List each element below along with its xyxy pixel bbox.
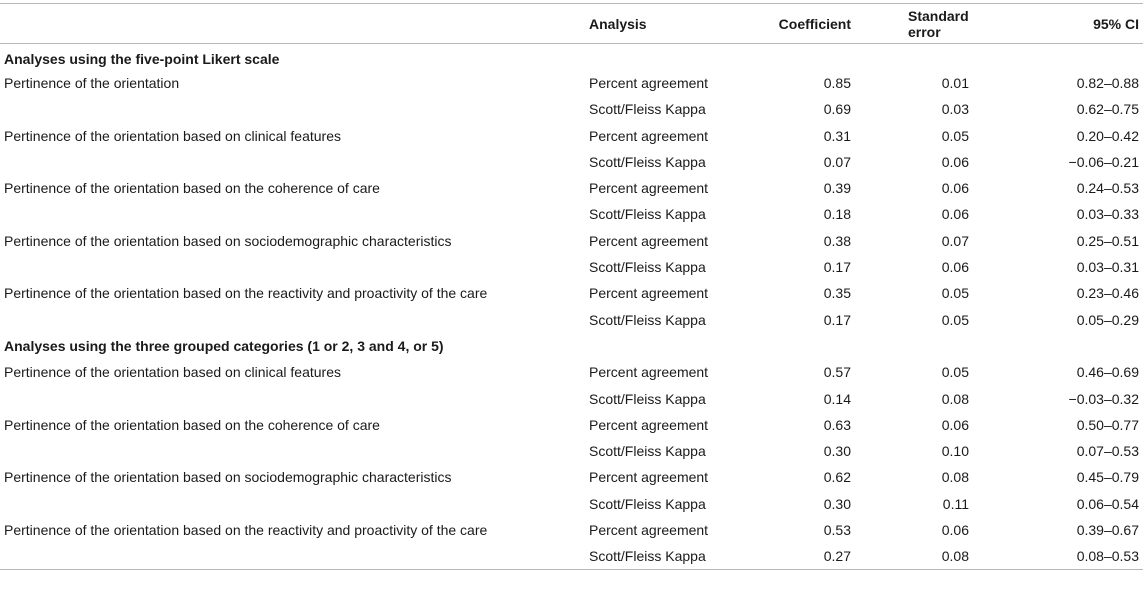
header-analysis: Analysis [587, 4, 757, 44]
header-ci: 95% CI [1023, 4, 1143, 44]
table-row [0, 517, 1143, 543]
row-analysis: Scott/Fleiss Kappa [589, 390, 706, 407]
row-analysis: Scott/Fleiss Kappa [589, 259, 706, 276]
row-coefficient: 0.30 [823, 443, 851, 460]
section-heading-row [0, 333, 1143, 359]
row-coefficient: 0.38 [823, 232, 851, 249]
table-row [0, 175, 1143, 201]
row-ci: 0.46–0.69 [1076, 364, 1139, 381]
table-header [0, 4, 1143, 44]
row-standard-error: 0.06 [941, 259, 969, 276]
table-row [0, 228, 1143, 254]
row-coefficient: 0.14 [823, 390, 851, 407]
row-standard-error: 0.05 [941, 364, 969, 381]
table-row [0, 491, 1143, 517]
section-heading-row [0, 44, 1143, 70]
section-title: Analyses using the three grouped categories (1 or 2, 3 and 4, or 5) [4, 337, 444, 354]
row-standard-error: 0.06 [941, 416, 969, 433]
row-label: Pertinence of the orientation [4, 74, 180, 91]
row-label [0, 149, 587, 175]
row-analysis: Scott/Fleiss Kappa [587, 543, 757, 569]
row-standard-error: 0.08 [880, 543, 1023, 569]
row-label [0, 491, 587, 517]
row-label [0, 306, 587, 332]
table-row [0, 96, 1143, 122]
row-label [0, 96, 587, 122]
row-ci: 0.24–0.53 [1076, 180, 1139, 197]
table-row [0, 385, 1143, 411]
row-standard-error: 0.03 [941, 101, 969, 118]
row-coefficient: 0.17 [823, 311, 851, 328]
row-analysis: Percent agreement [589, 74, 709, 91]
row-label: Pertinence of the orientation based on sociodemographic characteristics [4, 469, 452, 486]
table-row [0, 201, 1143, 227]
table-row [0, 543, 1143, 569]
row-analysis: Percent agreement [589, 521, 709, 538]
row-analysis: Scott/Fleiss Kappa [589, 101, 706, 118]
row-ci: 0.39–0.67 [1076, 521, 1139, 538]
row-standard-error: 0.10 [941, 443, 969, 460]
row-label: Pertinence of the orientation based on clinical features [4, 364, 341, 381]
row-standard-error: 0.01 [941, 74, 969, 91]
row-standard-error: 0.06 [941, 206, 969, 223]
row-standard-error: 0.06 [941, 180, 969, 197]
row-ci: 0.45–0.79 [1076, 469, 1139, 486]
row-standard-error: 0.06 [941, 153, 969, 170]
row-label: Pertinence of the orientation based on clinical features [4, 127, 341, 144]
row-analysis: Scott/Fleiss Kappa [589, 443, 706, 460]
row-label: Pertinence of the orientation based on the reactivity and proactivity of the care [4, 521, 488, 538]
row-coefficient: 0.18 [823, 206, 851, 223]
row-ci: 0.07–0.53 [1076, 443, 1139, 460]
row-label [0, 201, 587, 227]
row-label: Pertinence of the orientation based on the coherence of care [4, 416, 380, 433]
row-ci: 0.82–0.88 [1076, 74, 1139, 91]
row-standard-error: 0.07 [941, 232, 969, 249]
row-standard-error: 0.05 [941, 127, 969, 144]
table-row [0, 306, 1143, 332]
row-ci: 0.03–0.31 [1076, 259, 1139, 276]
row-label [0, 254, 587, 280]
row-standard-error: 0.08 [941, 390, 969, 407]
row-analysis: Percent agreement [589, 364, 709, 381]
row-ci: 0.25–0.51 [1076, 232, 1139, 249]
row-standard-error: 0.05 [941, 311, 969, 328]
table-row [0, 254, 1143, 280]
row-coefficient: 0.39 [823, 180, 851, 197]
row-ci: 0.08–0.53 [1023, 543, 1143, 569]
row-analysis: Percent agreement [589, 285, 709, 302]
table-container [0, 3, 1143, 595]
row-coefficient: 0.30 [823, 495, 851, 512]
row-label: Pertinence of the orientation based on the reactivity and proactivity of the care [4, 285, 488, 302]
row-ci: 0.62–0.75 [1076, 101, 1139, 118]
row-analysis: Percent agreement [589, 180, 709, 197]
row-coefficient: 0.27 [757, 543, 880, 569]
section-title: Analyses using the five-point Likert scale [4, 50, 280, 67]
header-label [0, 4, 587, 44]
row-ci: 0.03–0.33 [1076, 206, 1139, 223]
header-standard-error: Standard error [880, 4, 1023, 44]
row-coefficient: 0.69 [823, 101, 851, 118]
row-ci: −0.06–0.21 [1068, 153, 1139, 170]
row-analysis: Scott/Fleiss Kappa [589, 206, 706, 223]
row-analysis: Scott/Fleiss Kappa [589, 495, 706, 512]
row-standard-error: 0.08 [941, 469, 969, 486]
row-label: Pertinence of the orientation based on sociodemographic characteristics [4, 232, 452, 249]
agreement-table [0, 3, 1143, 570]
header-row [0, 4, 1143, 44]
table-row [0, 149, 1143, 175]
row-ci: 0.05–0.29 [1076, 311, 1139, 328]
row-ci: 0.20–0.42 [1076, 127, 1139, 144]
row-analysis: Percent agreement [589, 127, 709, 144]
table-row [0, 122, 1143, 148]
row-coefficient: 0.53 [823, 521, 851, 538]
row-coefficient: 0.62 [823, 469, 851, 486]
row-analysis: Percent agreement [589, 469, 709, 486]
row-analysis: Percent agreement [589, 416, 709, 433]
row-coefficient: 0.17 [823, 259, 851, 276]
table-row [0, 438, 1143, 464]
row-label [0, 438, 587, 464]
row-ci: 0.06–0.54 [1076, 495, 1139, 512]
table-row [0, 280, 1143, 306]
row-standard-error: 0.06 [941, 521, 969, 538]
row-coefficient: 0.57 [823, 364, 851, 381]
row-coefficient: 0.31 [823, 127, 851, 144]
row-label [0, 385, 587, 411]
table-row [0, 412, 1143, 438]
row-coefficient: 0.35 [823, 285, 851, 302]
row-coefficient: 0.63 [823, 416, 851, 433]
row-coefficient: 0.85 [823, 74, 851, 91]
table-body [0, 44, 1143, 570]
table-row [0, 464, 1143, 490]
row-label [0, 543, 587, 569]
row-label: Pertinence of the orientation based on the coherence of care [4, 180, 380, 197]
row-ci: −0.03–0.32 [1068, 390, 1139, 407]
header-coefficient: Coefficient [757, 4, 880, 44]
row-ci: 0.23–0.46 [1076, 285, 1139, 302]
row-analysis: Percent agreement [589, 232, 709, 249]
row-coefficient: 0.07 [823, 153, 851, 170]
table-row [0, 70, 1143, 96]
row-ci: 0.50–0.77 [1076, 416, 1139, 433]
row-analysis: Scott/Fleiss Kappa [589, 311, 706, 328]
table-row [0, 359, 1143, 385]
row-standard-error: 0.05 [941, 285, 969, 302]
row-analysis: Scott/Fleiss Kappa [589, 153, 706, 170]
row-standard-error: 0.11 [942, 495, 969, 512]
